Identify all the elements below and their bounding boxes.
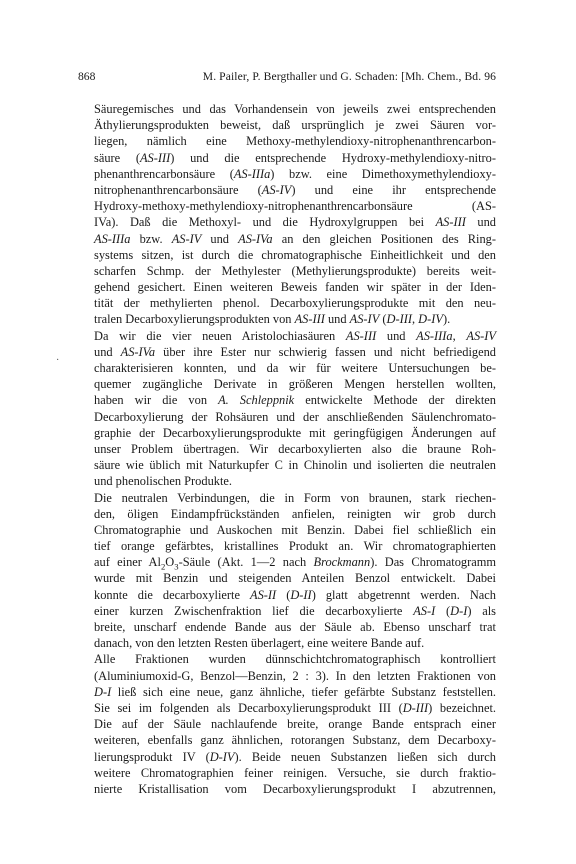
text-line: Hydroxy-methoxy-methylendioxy-nitrophenanthrencarbonsäure (AS- bbox=[94, 199, 496, 214]
text-line: konnte die decarboxylierte AS-II (D-II) glatt abgetrennt werden. Nach bbox=[94, 587, 496, 602]
page-header bbox=[78, 70, 496, 86]
paragraph bbox=[78, 490, 496, 652]
text-line: säure (AS-III) und die entsprechende Hydroxy-methylendioxy-nitro- bbox=[94, 150, 496, 165]
text-line: haben wir die von A. Schleppnik entwickelte Methode der direkten bbox=[94, 393, 496, 408]
text-line: säure wie üblich mit Naturkupfer C in Chinolin und isolierten die neutralen bbox=[94, 458, 496, 473]
text-line: gehend gesichert. Einen weiteren Beweis fanden wir später in der Iden- bbox=[94, 280, 496, 295]
text-line: tief orange gefärbtes, kristallines Produkt an. Wir chromatographierten bbox=[94, 539, 496, 554]
text-line: danach, von den letzten Resten überlagert, eine weitere Bande auf. bbox=[94, 636, 425, 651]
article-body bbox=[78, 101, 496, 797]
text-line: Decarboxylierung der Rohsäuren und der anschließenden Säulenchromato- bbox=[94, 409, 496, 424]
page-number: 868 bbox=[78, 70, 96, 83]
paragraph bbox=[78, 328, 496, 490]
text-line: charakterisieren konnten, und da wir für weitere Untersuchungen be- bbox=[94, 361, 496, 375]
text-line: weitere Chromatographien feiner reinigen. Versuche, sie durch fraktio- bbox=[94, 765, 496, 780]
text-line: systems sitzen, ist durch die chromatographische Einheitlichkeit und den bbox=[94, 247, 496, 262]
text-line: liegen, nämlich eine Methoxy-methylendioxy-nitrophenanthrencarbon- bbox=[94, 134, 496, 149]
text-line: Säuregemisches und das Vorhandensein von jeweils zwei entsprechenden bbox=[94, 102, 496, 116]
text-line: nitrophenanthrencarbonsäure (AS-IV) und eine ihr entsprechende bbox=[94, 182, 496, 197]
text-line: und AS-IVa über ihre Ester nur schwierig fassen und nicht befriedigend bbox=[94, 344, 496, 359]
text-line: phenanthrencarbonsäure (AS-IIIa) bzw. eine Dimethoxymethylendioxy- bbox=[94, 166, 496, 181]
margin-mark: · bbox=[56, 355, 60, 366]
text-line: Sie sei im folgenden als Decarboxylierungsprodukt III (D-III) bezeichnet. bbox=[94, 700, 496, 715]
paragraph bbox=[78, 101, 496, 328]
text-line: AS-IIIa bzw. AS-IV und AS-IVa an den gleichen Positionen des Ring- bbox=[94, 231, 497, 246]
running-head: M. Pailer, P. Bergthaller und G. Schaden: [Mh. Chem., Bd. 96 bbox=[202, 70, 496, 83]
text-line: Chromatographie und Auskochen mit Benzin. Dabei fiel schließlich ein bbox=[94, 522, 496, 537]
text-line: D-I ließ sich eine neue, ganz ähnliche, tiefer gefärbte Substanz feststellen. bbox=[94, 684, 496, 699]
text-line: lierungsprodukt IV (D-IV). Beide neuen Substanzen ließen sich durch bbox=[94, 749, 496, 764]
text-line: Die auf der Säule nachlaufende breite, orange Bande entsprach einer bbox=[94, 717, 496, 732]
text-line: Die neutralen Verbindungen, die in Form von braunen, stark riechen- bbox=[94, 490, 496, 505]
text-line: und phenolischen Produkte. bbox=[94, 474, 232, 489]
text-line: einer kurzen Zwischenfraktion lief die decarboxylierte AS-I (D-I) als bbox=[94, 603, 496, 618]
text-line: graphie der Decarboxylierungsprodukte mit geringfügigen Änderungen auf bbox=[94, 425, 496, 440]
text-line: Äthylierungsprodukten beweist, daß ursprünglich je zwei Säuren vor- bbox=[94, 118, 496, 133]
text-line: den, öligen Eindampfrückständen anfielen, reinigten wir grob durch bbox=[94, 506, 496, 521]
text-line: Alle Fraktionen wurden dünnschichtchromatographisch kontrolliert bbox=[94, 652, 496, 667]
text-line: breite, unscharf endende Bande aus der Säule ab. Ebenso unscharf trat bbox=[94, 620, 496, 634]
text-line: Da wir die vier neuen Aristolochiasäuren AS-III und AS-IIIa, AS-IV bbox=[94, 328, 496, 343]
text-line: tralen Decarboxylierungsprodukten von AS-III und AS-IV (D-III, D-IV). bbox=[94, 312, 451, 327]
text-line: weiteren, ebenfalls ganz ähnlichen, rotorangen Substanz, dem Decarboxy- bbox=[94, 733, 496, 748]
paragraph bbox=[78, 651, 496, 797]
text-line: scharfen Schmp. der Methylester (Methylierungsprodukte) bereits weit- bbox=[94, 263, 496, 278]
text-line: nierte Kristallisation vom Decarboxylierungsprodukt I abzutrennen, bbox=[94, 781, 496, 796]
text-line: (Aluminiumoxid-G, Benzol—Benzin, 2 : 3). In den letzten Fraktionen von bbox=[94, 668, 496, 683]
text-line: auf einer $Al_2O_3$-Säule (Akt. 1—2 nach Brockmann). Das Chromatogramm bbox=[94, 555, 496, 572]
text-line: unser Problem übertragen. Wir decarboxylierten also die braune Roh- bbox=[94, 441, 496, 456]
text-line: IVa). Daß die Methoxyl- und die Hydroxylgruppen bei AS-III und bbox=[94, 215, 496, 230]
text-line: wurde mit Benzin und steigenden Anteilen Benzol entwickelt. Dabei bbox=[94, 571, 496, 586]
text-line: quemer zugängliche Derivate in größeren Mengen herstellen wollten, bbox=[94, 377, 496, 392]
text-line: tität der methylierten phenol. Decarboxylierungsprodukte mit den neu- bbox=[94, 296, 496, 311]
